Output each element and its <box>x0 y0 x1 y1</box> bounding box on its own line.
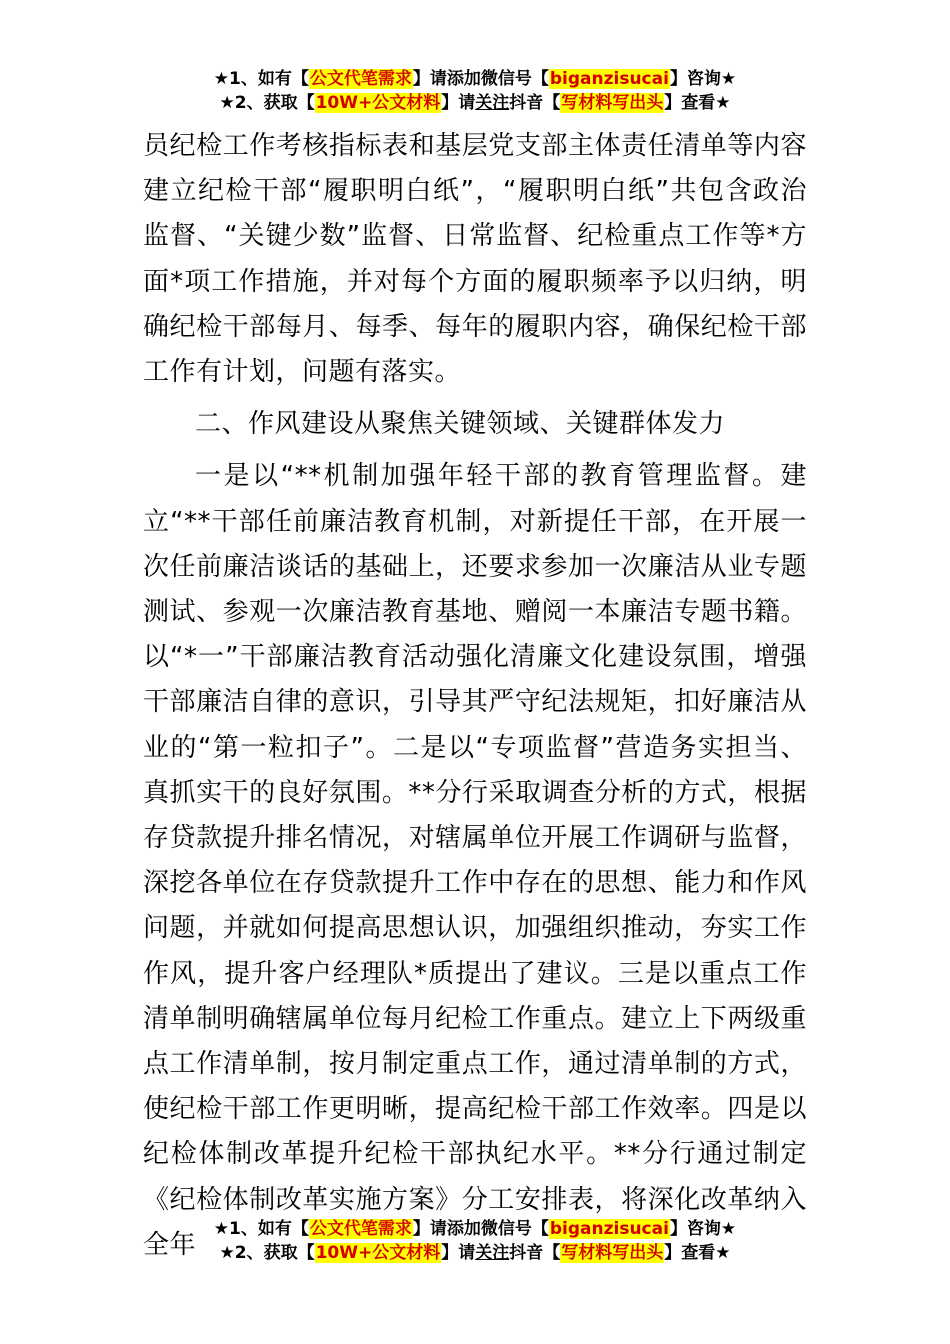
promo-line-1: ★1、如有【公文代笔需求】请添加微信号【biganzisucai】咨询★ <box>213 1219 737 1239</box>
promo-banner-top <box>0 67 950 115</box>
highlight-douyin-account: 写材料写出头 <box>561 1243 664 1263</box>
paragraph-continued: 员纪检工作考核指标表和基层党支部主体责任清单等内容建立纪检干部“履职明白纸”，“履职明白纸”共包含政治监督、“关键少数”监督、日常监督、纪检重点工作等*方面*项工作措施，并对每个方面的履职频率予以归纳，明确纪检干部每月、每季、每年的履职内容，确保纪检干部工作有计划，问题有落实。 <box>143 131 807 388</box>
promo-line-2: ★2、获取【10W+公文材料】请关注抖音【写材料写出头】查看★ <box>219 1243 731 1263</box>
section-heading-2: 二、作风建设从聚焦关键领域、关键群体发力 <box>195 409 726 440</box>
highlight-douyin-account: 写材料写出头 <box>561 93 664 113</box>
highlight-materials: 10W+公文材料 <box>315 93 441 113</box>
document-body <box>143 124 807 1268</box>
highlight-wechat-id: biganzisucai <box>549 69 669 89</box>
highlight-ghostwriting: 公文代笔需求 <box>309 1219 412 1239</box>
highlight-ghostwriting: 公文代笔需求 <box>309 69 412 89</box>
highlight-materials: 10W+公文材料 <box>315 1243 441 1263</box>
promo-line-2: ★2、获取【10W+公文材料】请关注抖音【写材料写出头】查看★ <box>219 93 731 113</box>
promo-banner-bottom <box>0 1217 950 1265</box>
promo-line-1: ★1、如有【公文代笔需求】请添加微信号【biganzisucai】咨询★ <box>213 69 737 89</box>
highlight-wechat-id: biganzisucai <box>549 1219 669 1239</box>
paragraph-section-2: 一是以“**机制加强年轻干部的教育管理监督。建立“**干部任前廉洁教育机制，对新提任干部，在开展一次任前廉洁谈话的基础上，还要求参加一次廉洁从业专题测试、参观一次廉洁教育基地、赠阅一本廉洁专题书籍。以“*一”干部廉洁教育活动强化清廉文化建设氛围，增强干部廉洁自律的意识，引导其严守纪法规矩，扣好廉洁从业的“第一粒扣子”。二是以“专项监督”营造务实担当、真抓实干的良好氛围。**分行采取调查分析的方式，根据存贷款提升排名情况，对辖属单位开展工作调研与监督，深挖各单位在存贷款提升工作中存在的思想、能力和作风问题，并就如何提高思想认识，加强组织推动，夯实工作作风，提升客户经理队*质提出了建议。三是以重点工作清单制明确辖属单位每月纪检工作重点。建立上下两级重点工作清单制，按月制定重点工作，通过清单制的方式，使纪检干部工作更明晰，提高纪检干部工作效率。四是以纪检体制改革提升纪检干部执纪水平。**分行通过制定《纪检体制改革实施方案》分工安排表，将深化改革纳入全年 <box>143 461 807 1260</box>
